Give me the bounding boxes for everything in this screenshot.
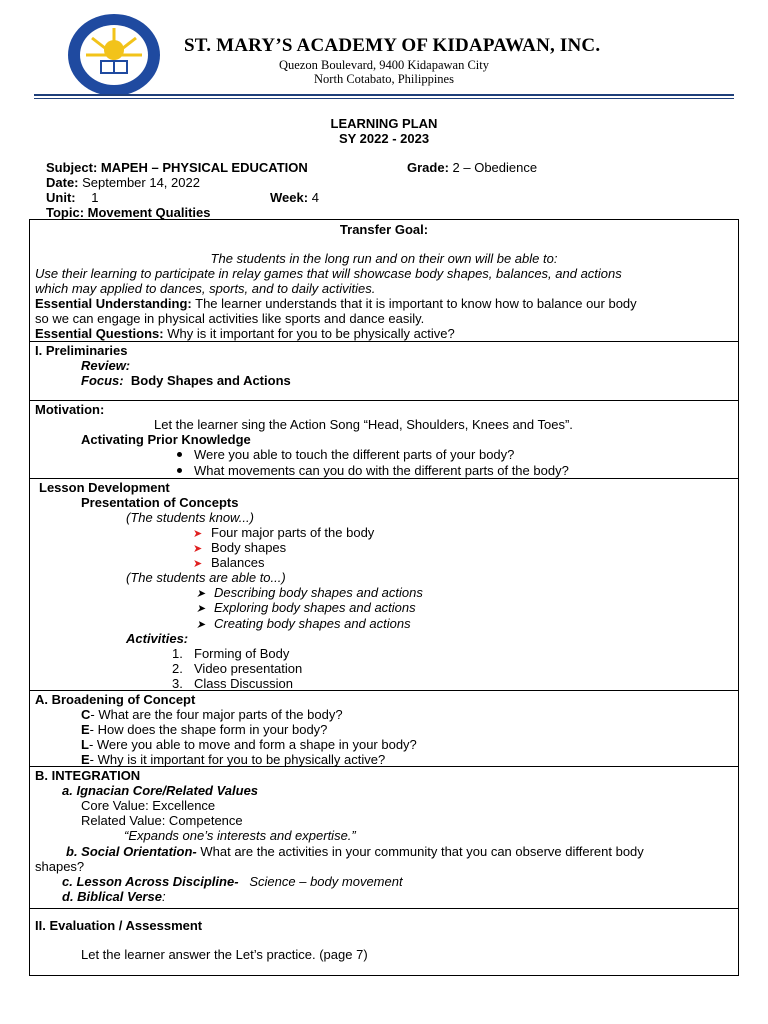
topic-value: Movement Qualities (87, 205, 211, 220)
grade-value: 2 – Obedience (452, 160, 538, 175)
essential-understanding: Essential Understanding: The learner understands that it is important to know how to balance our body (35, 296, 637, 311)
header-divider (34, 94, 734, 96)
presentation-heading: Presentation of Concepts (81, 495, 239, 510)
biblical-verse: d. Biblical Verse: (62, 889, 166, 904)
activities-label: Activities: (126, 631, 189, 646)
list-item: ➤ Exploring body shapes and actions (196, 600, 416, 615)
arrow-bullet-icon: ➤ (193, 528, 203, 540)
broadening-section (29, 690, 739, 767)
transfer-goal-section (29, 219, 739, 342)
plan-heading: LEARNING PLAN (330, 116, 438, 131)
transfer-goal-heading: Transfer Goal: (339, 222, 429, 237)
school-seal-logo (66, 12, 162, 98)
list-item: ➤ Four major parts of the body (193, 525, 375, 540)
week-value: 4 (311, 190, 319, 205)
subject-value: MAPEH – PHYSICAL EDUCATION (100, 160, 308, 175)
list-item: Were you able to touch the different parts of your body? (177, 447, 514, 462)
motivation-section (29, 400, 739, 479)
school-name: ST. MARY’S ACADEMY OF KIDAPAWAN, INC. (184, 35, 601, 56)
unit-value: 1 (91, 190, 99, 205)
list-item: 3. Class Discussion (172, 676, 293, 691)
arrow-bullet-icon: ➤ (196, 588, 206, 600)
subject-line: Subject: MAPEH – PHYSICAL EDUCATION (46, 160, 308, 175)
lesson-across-discipline: c. Lesson Across Discipline- Science – body movement (62, 874, 403, 889)
arrow-bullet-icon: ➤ (196, 603, 206, 615)
able-label: (The students are able to...) (126, 570, 286, 585)
list-item: ➤ Describing body shapes and actions (196, 585, 423, 600)
address-line-1: Quezon Boulevard, 9400 Kidapawan City (278, 58, 490, 72)
school-year: SY 2022 - 2023 (338, 131, 430, 146)
arrow-bullet-icon: ➤ (193, 543, 203, 555)
date-line: Date: September 14, 2022 (46, 175, 200, 190)
essential-questions: Essential Questions: Why is it important for you to be physically active? (35, 326, 455, 341)
transfer-goal-line-3: which may applied to dances, sports, and to daily activities. (35, 281, 376, 296)
broadening-heading: A. Broadening of Concept (35, 692, 196, 707)
list-item: ➤ Body shapes (193, 540, 287, 555)
integration-heading: B. INTEGRATION (35, 768, 141, 783)
know-label: (The students know...) (126, 510, 254, 525)
address-line-2: North Cotabato, Philippines (314, 72, 454, 86)
plan-title (0, 116, 768, 146)
preliminaries-heading: I. Preliminaries (35, 343, 128, 358)
list-item: E- How does the shape form in your body? (81, 722, 328, 737)
list-item: ➤ Balances (193, 555, 265, 570)
school-address (184, 58, 584, 86)
integration-section (29, 766, 739, 909)
date-value: September 14, 2022 (82, 175, 200, 190)
list-item: L- Were you able to move and form a shape in your body? (81, 737, 417, 752)
arrow-bullet-icon: ➤ (196, 619, 206, 631)
review-label: Review: (81, 358, 131, 373)
week-line: Week: 4 (270, 190, 319, 205)
motivation-heading: Motivation: (35, 402, 105, 417)
grade-line: Grade: 2 – Obedience (407, 160, 538, 175)
preliminaries-section (29, 341, 739, 401)
evaluation-section (29, 908, 739, 976)
transfer-goal-line-2: Use their learning to participate in relay games that will showcase body shapes, balances, and actions (35, 266, 622, 281)
topic-line: Topic: Movement Qualities (46, 205, 211, 220)
lesson-development-heading: Lesson Development (39, 480, 170, 495)
transfer-goal-intro: The students in the long run and on their own will be able to: (210, 251, 558, 266)
essential-understanding-cont: so we can engage in physical activities like sports and dance easily. (35, 311, 425, 326)
unit-line: Unit: 1 (46, 190, 99, 205)
list-item: 1. Forming of Body (172, 646, 290, 661)
list-item: E- Why is it important for you to be physically active? (81, 752, 386, 767)
header-divider-thin (34, 98, 734, 99)
value-quote: “Expands one’s interests and expertise.” (124, 828, 356, 843)
ignacian-values-label: a. Ignacian Core/Related Values (62, 783, 259, 798)
social-orientation-cont: shapes? (35, 859, 85, 874)
list-item: C- What are the four major parts of the body? (81, 707, 343, 722)
list-item: What movements can you do with the different parts of the body? (177, 463, 569, 478)
core-value: Core Value: Excellence (81, 798, 216, 813)
list-item: 2. Video presentation (172, 661, 303, 676)
lesson-development-section (29, 478, 739, 691)
motivation-text: Let the learner sing the Action Song “Head, Shoulders, Knees and Toes”. (154, 417, 573, 432)
list-item: ➤ Creating body shapes and actions (196, 616, 411, 631)
related-value: Related Value: Competence (81, 813, 243, 828)
social-orientation: b. Social Orientation- What are the activities in your community that you can observe different body (66, 844, 644, 859)
activating-prior-knowledge-heading: Activating Prior Knowledge (81, 432, 251, 447)
focus-line: Focus: Body Shapes and Actions (81, 373, 291, 388)
evaluation-heading: II. Evaluation / Assessment (35, 918, 203, 933)
arrow-bullet-icon: ➤ (193, 558, 203, 570)
evaluation-text: Let the learner answer the Let’s practice. (page 7) (81, 947, 368, 962)
